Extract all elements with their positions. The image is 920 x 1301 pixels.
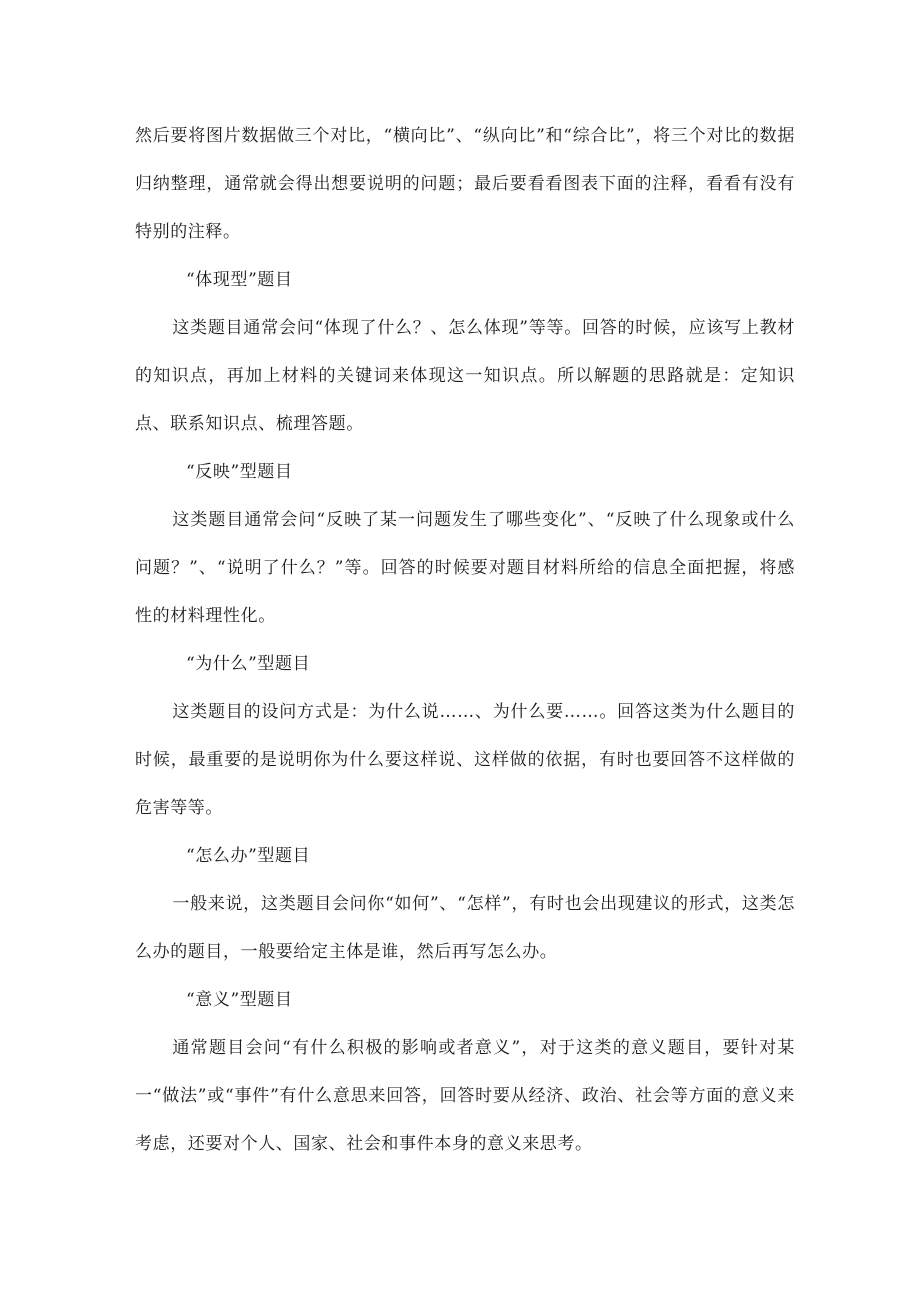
heading-tixian-type: “体现型”题目 (186, 270, 293, 290)
heading-yiyi-type: “意义”型题目 (186, 990, 293, 1010)
paragraph-tixian: 这类题目通常会问“体现了什么？、怎么体现”等等。回答的时候，应该写上教材的知识点，再加上材料的关键词来体现这一知识点。所以解题的思路就是：定知识点、联系知识点、梳理答题。 (135, 318, 795, 434)
heading-weishenme-type: “为什么”型题目 (186, 654, 311, 674)
paragraph-zenmeban: 一般来说，这类题目会问你“如何”、“怎样”，有时也会出现建议的形式，这类怎么办的题目，一般要给定主体是谁，然后再写怎么办。 (135, 894, 795, 962)
paragraph-chart-comparison: 然后要将图片数据做三个对比，“横向比”、“纵向比”和“综合比”，将三个对比的数据归纳整理，通常就会得出想要说明的问题；最后要看看图表下面的注释，看看有没有特别的注释。 (135, 126, 795, 242)
document-body (135, 112, 795, 1168)
paragraph-yiyi: 通常题目会问“有什么积极的影响或者意义”，对于这类的意义题目，要针对某一“做法”或“事件”有什么意思来回答，回答时要从经济、政治、社会等方面的意义来考虑，还要对个人、国家、社会和事件本身的意义来思考。 (135, 1038, 795, 1154)
heading-zenmeban-type: “怎么办”型题目 (186, 846, 311, 866)
paragraph-fanying: 这类题目通常会问“反映了某一问题发生了哪些变化”、“反映了什么现象或什么问题？”、“说明了什么？”等。回答的时候要对题目材料所给的信息全面把握，将感性的材料理性化。 (135, 510, 795, 626)
heading-fanying-type: “反映”型题目 (186, 462, 293, 482)
paragraph-weishenme: 这类题目的设问方式是：为什么说……、为什么要……。回答这类为什么题目的时候，最重要的是说明你为什么要这样说、这样做的依据，有时也要回答不这样做的危害等等。 (135, 702, 795, 818)
